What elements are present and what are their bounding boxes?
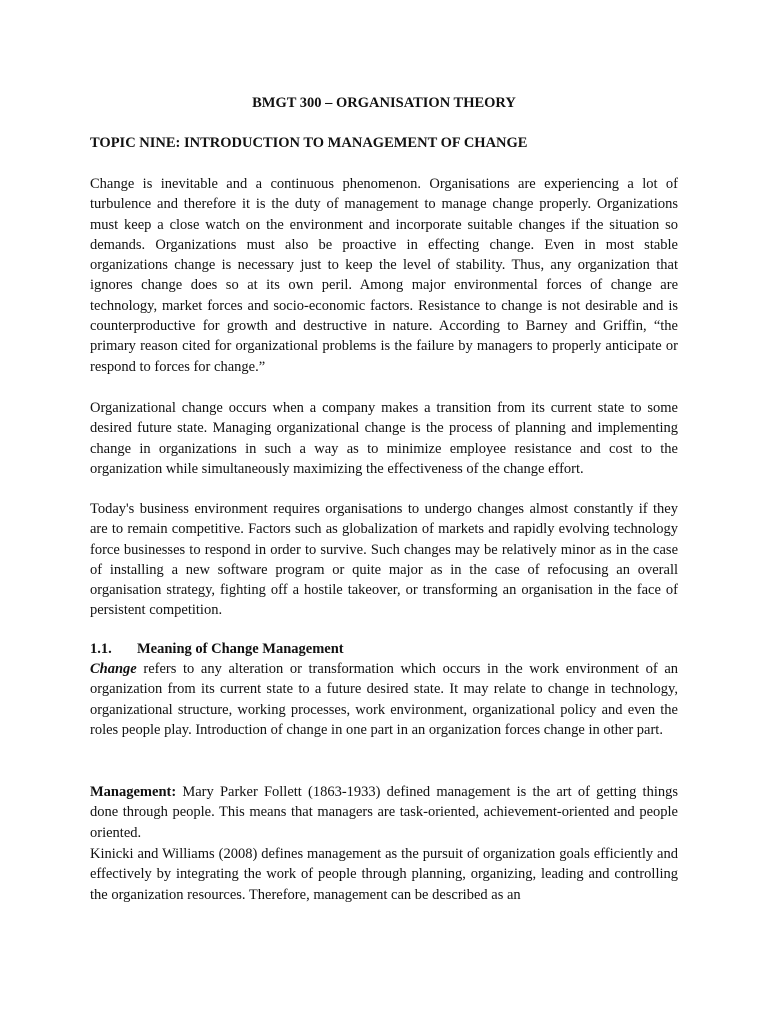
paragraph-change-intro (90, 174, 678, 377)
paragraph-text: Kinicki and Williams (2008) defines management as the pursuit of organization goals efficiently and effectively by integrating the work of people through planning, organizing, leading and controlling the organization resources. Therefore, management can be described as an (90, 846, 678, 903)
paragraph-text: Change is inevitable and a continuous phenomenon. Organisations are experiencing a lot of turbulence and therefore it is the duty of management to manage change properly. Organizations must keep a close watch on the environment and incorporate suitable changes if the situation so demands. Organizations must also be proactive in effecting change. Even in most stable organizations change is necessary just to keep the level of stability. Thus, any organization that ignores change does so at its own peril. Among major environmental forces of change are technology, market forces and socio-economic factors. Resistance to change is not desirable and is counterproductive for growth and destructive in nature. According to Barney and Griffin, “the primary reason cited for organizational problems is the failure by managers to properly anticipate or respond to forces for change.” (90, 176, 678, 375)
paragraph-kinicki-williams (90, 844, 678, 905)
paragraph-business-environment (90, 499, 678, 621)
change-term: Change (90, 661, 137, 677)
section-number: 1.1. (90, 641, 112, 657)
topic-heading: TOPIC NINE: INTRODUCTION TO MANAGEMENT OF CHANGE (90, 135, 528, 151)
paragraph-organizational-change (90, 398, 678, 479)
management-term: Management: (90, 784, 177, 800)
management-definition-text: Mary Parker Follett (1863-1933) defined management is the art of getting things done through people. This means that managers are task-oriented, achievement-oriented and people oriented. (90, 784, 678, 841)
paragraph-text: Organizational change occurs when a company makes a transition from its current state to some desired future state. Managing organizational change is the process of planning and implementing change in organizations in such a way as to minimize employee resistance and cost to the organization while simultaneously maximizing the effectiveness of the change effort. (90, 400, 678, 477)
paragraph-text: Today's business environment requires organisations to undergo changes almost constantly if they are to remain competitive. Factors such as globalization of markets and rapidly evolving technology force businesses to respond in order to survive. Such changes may be relatively minor as in the case of installing a new software program or quite major as in the case of refocusing an overall organisation strategy, fighting off a hostile takeover, or transforming an organisation in the face of persistent competition. (90, 501, 678, 619)
paragraph-management-definition (90, 782, 678, 843)
change-definition-text: refers to any alteration or transformation which occurs in the work environment of an organization from its current state to a future desired state. It may relate to change in technology, organizational structure, working processes, work environment, organizational policy and even the roles people play. Introduction of change in one part in an organization forces change in other part. (90, 661, 678, 738)
section-title: Meaning of Change Management (137, 641, 344, 657)
section-heading (90, 640, 344, 658)
document-title: BMGT 300 – ORGANISATION THEORY (252, 95, 516, 111)
paragraph-change-definition (90, 659, 678, 740)
